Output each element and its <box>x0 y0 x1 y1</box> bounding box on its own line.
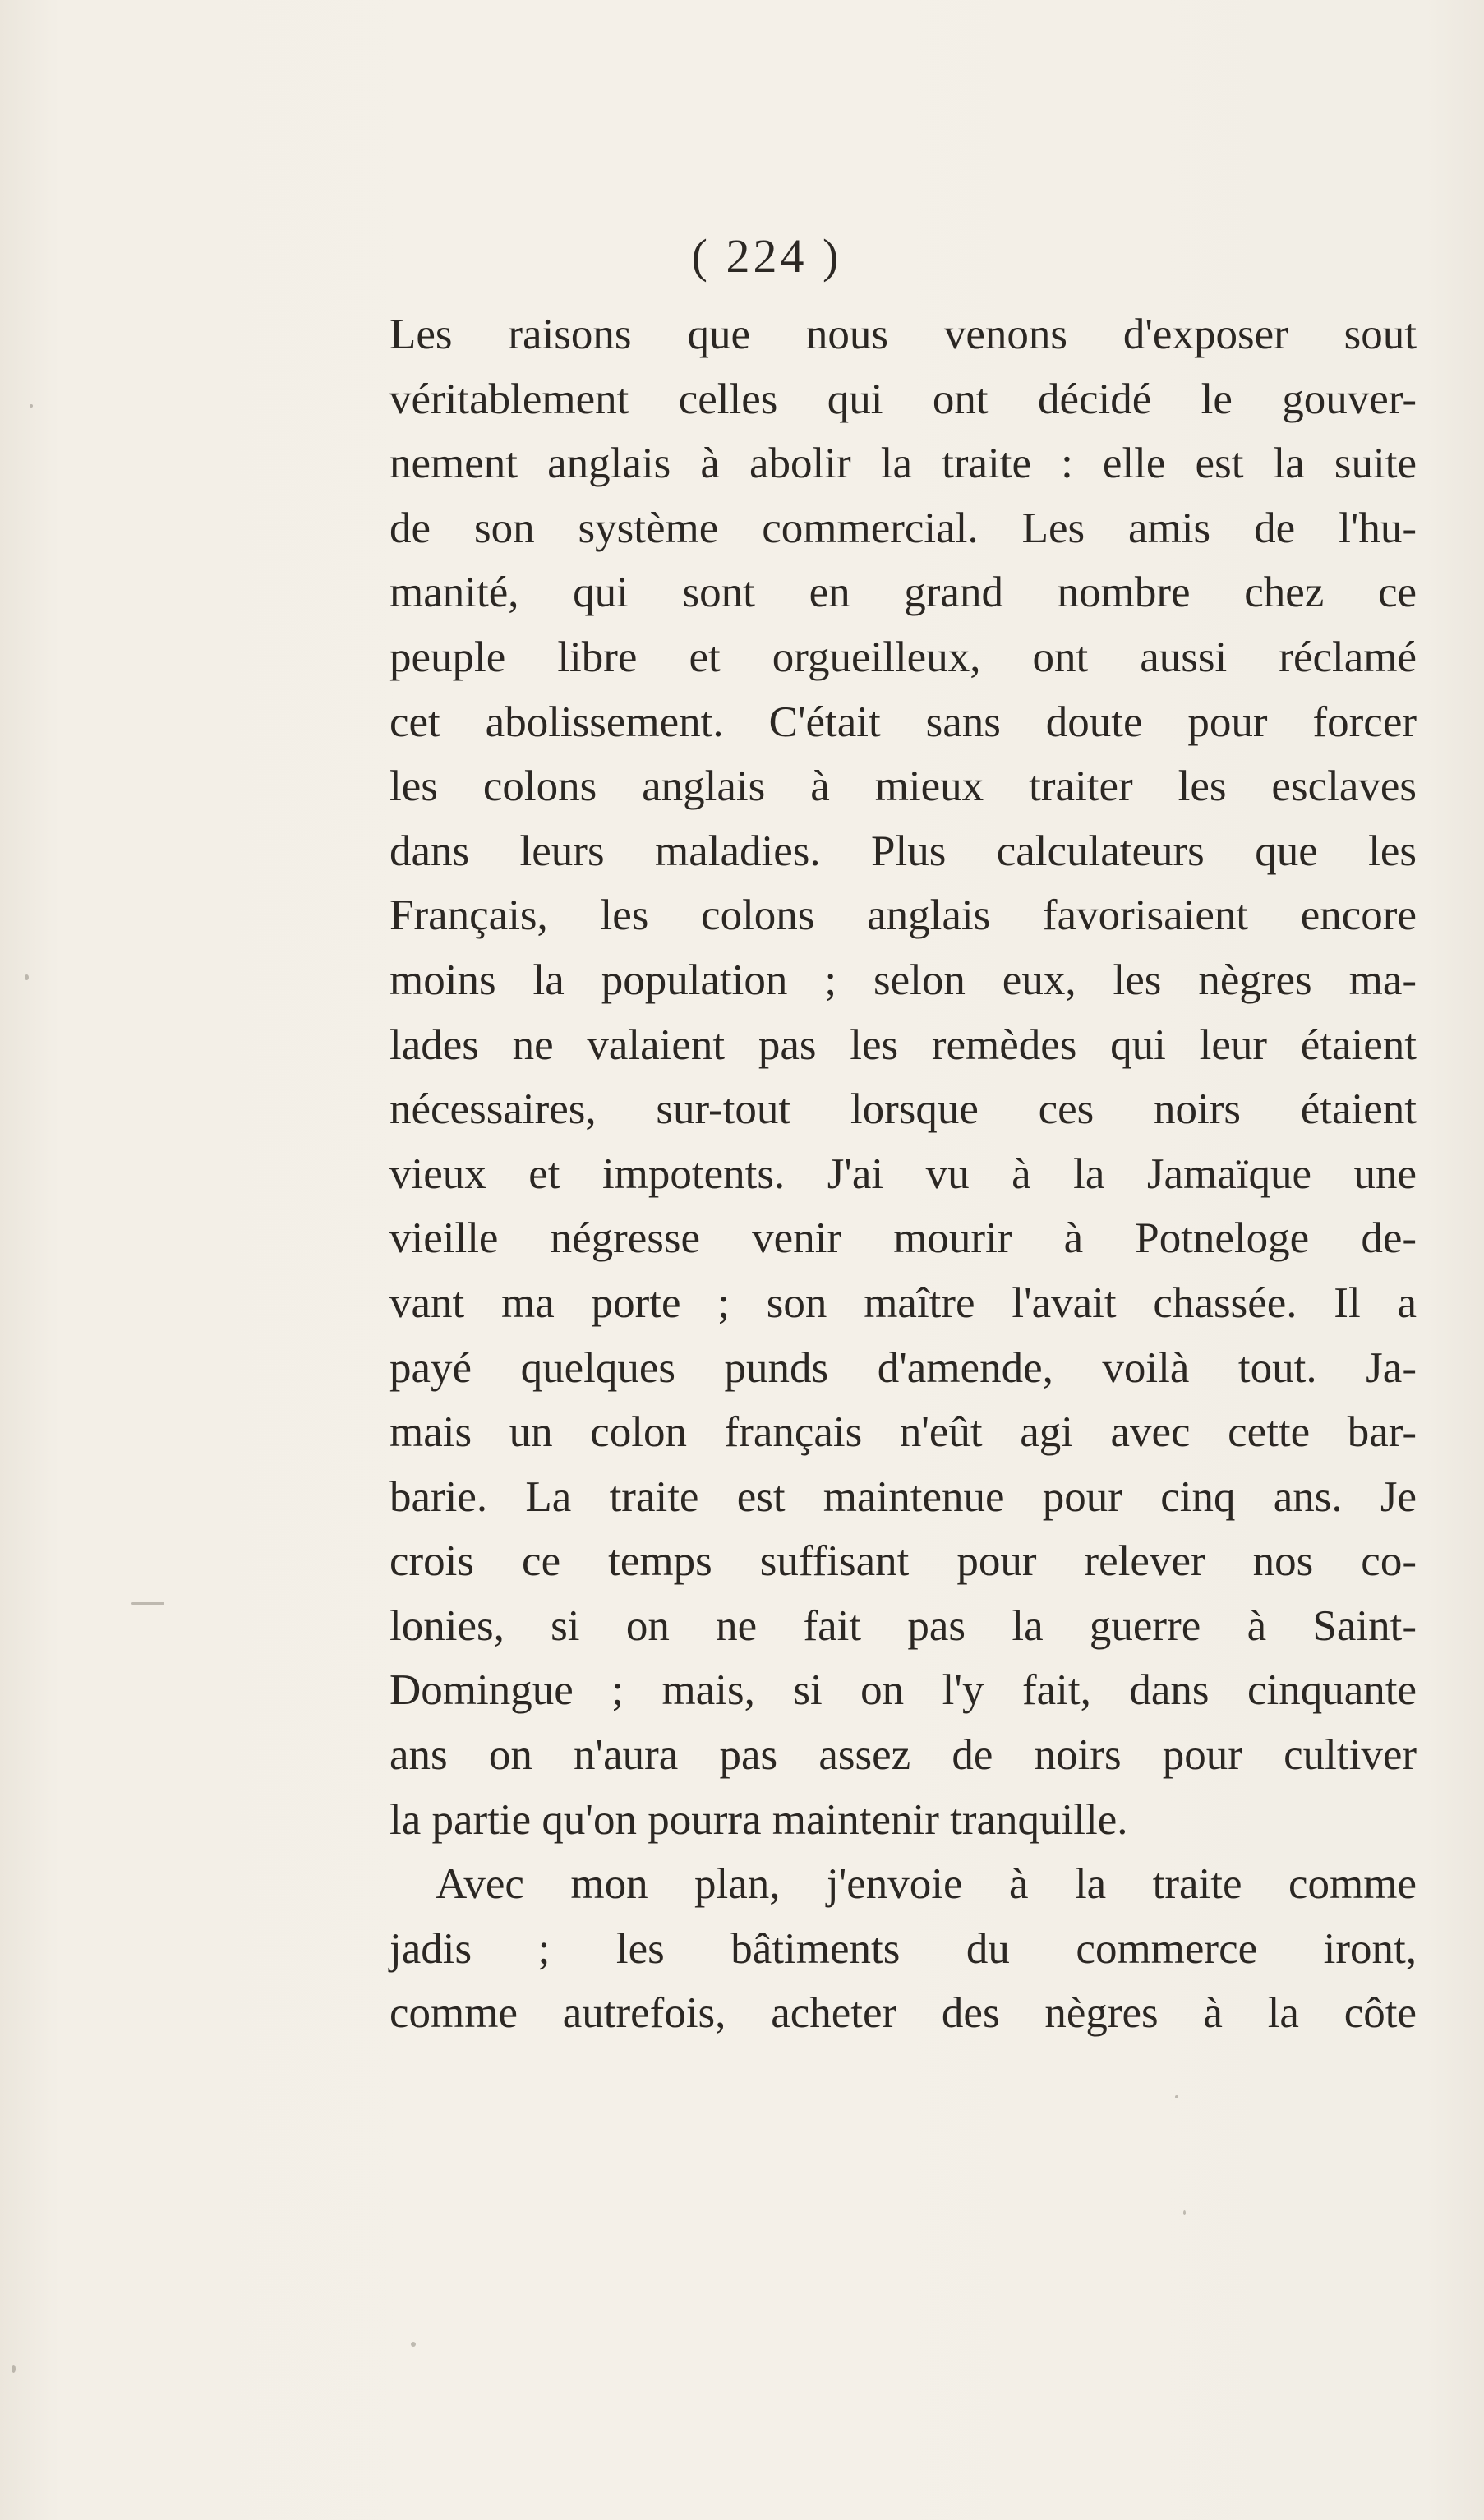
text-line: vieux et impotents. J'ai vu à la Jamaïque une <box>389 1149 1417 1198</box>
paper-speck <box>1183 2210 1186 2215</box>
text-line: lonies, si on ne fait pas la guerre à Saint- <box>389 1601 1417 1650</box>
paper-speck <box>30 404 33 408</box>
text-line: cet abolissement. C'était sans doute pour forcer <box>389 698 1417 746</box>
text-line: vieille négresse venir mourir à Potneloge de- <box>389 1214 1417 1263</box>
paper-speck <box>25 974 29 980</box>
text-line: nement anglais à abolir la traite : elle est la suite <box>389 440 1417 488</box>
text-line: Domingue ; mais, si on l'y fait, dans cinquante <box>389 1666 1417 1715</box>
text-line: manité, qui sont en grand nombre chez ce <box>389 569 1417 617</box>
text-line: mais un colon français n'eût agi avec cette bar- <box>389 1408 1417 1457</box>
paper-speck <box>131 1602 164 1605</box>
text-line: payé quelques punds d'amende, voilà tout. Ja- <box>389 1343 1417 1392</box>
text-line: véritablement celles qui ont décidé le gouver- <box>389 375 1417 423</box>
text-line: vant ma porte ; son maître l'avait chassée. Il a <box>389 1278 1417 1327</box>
text-line: les colons anglais à mieux traiter les esclaves <box>389 762 1417 811</box>
text-line: peuple libre et orgueilleux, ont aussi réclamé <box>389 633 1417 681</box>
paper-speck <box>411 2342 416 2347</box>
text-line: ans on n'aura pas assez de noirs pour cultiver <box>389 1731 1417 1780</box>
text-line: Français, les colons anglais favorisaient encore <box>389 891 1417 940</box>
text-line: nécessaires, sur-tout lorsque ces noirs étaient <box>389 1085 1417 1134</box>
text-line: comme autrefois, acheter des nègres à la côte <box>389 1989 1417 2038</box>
text-line: dans leurs maladies. Plus calculateurs que les <box>389 827 1417 875</box>
text-line: de son système commercial. Les amis de l'hu- <box>389 504 1417 552</box>
text-line: jadis ; les bâtiments du commerce iront, <box>389 1924 1417 1973</box>
text-line: barie. La traite est maintenue pour cinq ans. Je <box>389 1472 1417 1521</box>
text-line: lades ne valaient pas les remèdes qui leur étaient <box>389 1020 1417 1069</box>
text-line: Les raisons que nous venons d'exposer sout <box>389 311 1417 358</box>
body-text <box>389 302 1417 2046</box>
paper-speck <box>12 2365 16 2373</box>
paper-speck <box>1175 2095 1178 2098</box>
text-line: crois ce temps suffisant pour relever nos co- <box>389 1537 1417 1586</box>
text-line: Avec mon plan, j'envoie à la traite comme <box>436 1860 1417 1909</box>
text-line: la partie qu'on pourra maintenir tranquille. <box>389 1795 1128 1844</box>
page-number: ( 224 ) <box>691 229 842 283</box>
text-line: moins la population ; selon eux, les nègres ma- <box>389 956 1417 1004</box>
